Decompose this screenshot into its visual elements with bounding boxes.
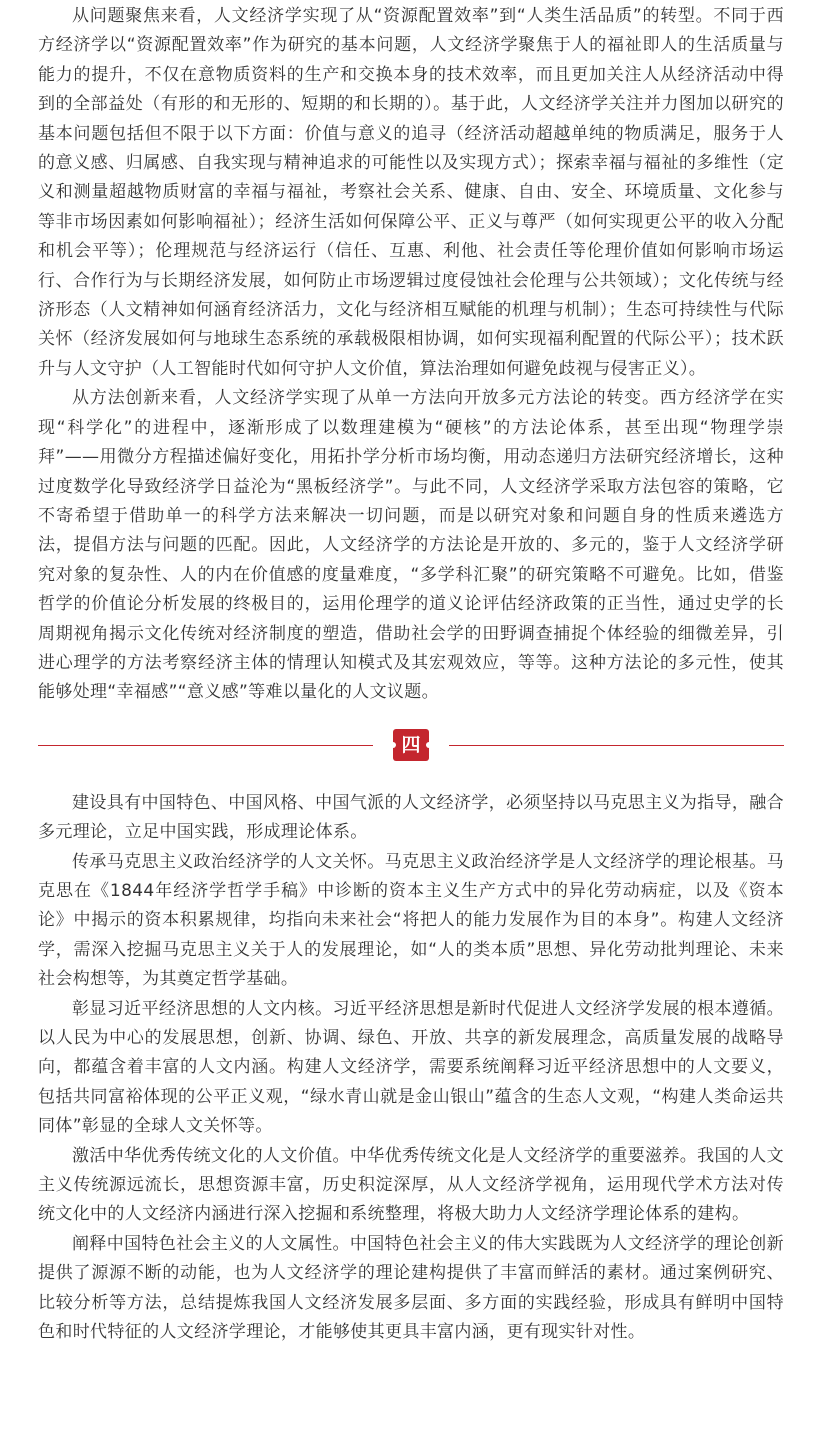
paragraph-problem-focus: 从问题聚焦来看，人文经济学实现了从“资源配置效率”到“人类生活品质”的转型。不同于西方经济学以“资源配置效率”作为研究的基本问题，人文经济学聚焦于人的福祉即人的生活质量与能力的提升，不仅在意物质资料的生产和交换本身的技术效率，而且更加关注人从经济活动中得到的全部益处（有形的和无形的、短期的和长期的）。基于此，人文经济学关注并力图加以研究的基本问题包括但不限于以下方面：价值与意义的追寻（经济活动超越单纯的物质满足，服务于人的意义感、归属感、自我实现与精神追求的可能性以及实现方式）；探索幸福与福祉的多维性（定义和测量超越物质财富的幸福与福祉，考察社会关系、健康、自由、安全、环境质量、文化参与等非市场因素如何影响福祉）；经济生活如何保障公平、正义与尊严（如何实现更公平的收入分配和机会平等）；伦理规范与经济运行（信任、互惠、利他、社会责任等伦理价值如何影响市场运行、合作行为与长期经济发展，如何防止市场逻辑过度侵蚀社会伦理与公共领域）；文化传统与经济形态（人文精神如何涵育经济活力，文化与经济相互赋能的机理与机制）；生态可持续性与代际关怀（经济发展如何与地球生态系统的承载极限相协调，如何实现福利配置的代际公平）；技术跃升与人文守护（人工智能时代如何守护人文价值，算法治理如何避免歧视与侵害正义）。 bbox=[38, 6, 784, 379]
section-number-badge bbox=[393, 729, 429, 761]
paragraph-marxism: 传承马克思主义政治经济学的人文关怀。马克思主义政治经济学是人文经济学的理论根基。马克思在《1844年经济学哲学手稿》中诊断的资本主义生产方式中的异化劳动病症，以及《资本论》中揭示的资本积累规律，均指向未来社会“将把人的能力发展作为目的本身”。构建人文经济学，需深入挖掘马克思主义关于人的发展理论，如“人的类本质”思想、异化劳动批判理论、未来社会构想等，为其奠定哲学基础。 bbox=[38, 851, 784, 990]
paragraph-intro: 建设具有中国特色、中国风格、中国气派的人文经济学，必须坚持以马克思主义为指导，融合多元理论，立足中国实践，形成理论体系。 bbox=[38, 792, 784, 843]
divider-line-left bbox=[38, 745, 373, 746]
divider-line-right bbox=[449, 745, 784, 746]
paragraph-traditional-culture: 激活中华优秀传统文化的人文价值。中华优秀传统文化是人文经济学的重要滋养。我国的人文主义传统源远流长，思想资源丰富，历史积淀深厚，从人文经济学视角，运用现代学术方法对传统文化中的人文经济内涵进行深入挖掘和系统整理，将极大助力人文经济学理论体系的建构。 bbox=[38, 1145, 784, 1225]
section-number-text: 四 bbox=[401, 733, 421, 756]
section-three-continued bbox=[38, 0, 784, 708]
paragraph-socialism: 阐释中国特色社会主义的人文属性。中国特色社会主义的伟大实践既为人文经济学的理论创新提供了源源不断的动能，也为人文经济学的理论建构提供了丰富而鲜活的素材。通过案例研究、比较分析等方法，总结提炼我国人文经济发展多层面、多方面的实践经验，形成具有鲜明中国特色和时代特征的人文经济学理论，才能够使其更具丰富内涵，更有现实针对性。 bbox=[38, 1233, 784, 1343]
article-body bbox=[38, 0, 784, 1347]
section-four bbox=[38, 789, 784, 1348]
section-divider bbox=[38, 729, 784, 763]
paragraph-xi-thought: 彰显习近平经济思想的人文内核。习近平经济思想是新时代促进人文经济学发展的根本遵循。以人民为中心的发展思想，创新、协调、绿色、开放、共享的新发展理念，高质量发展的战略导向，都蕴含着丰富的人文内涵。构建人文经济学，需要系统阐释习近平经济思想中的人文要义，包括共同富裕体现的公平正义观，“绿水青山就是金山银山”蕴含的生态人文观，“构建人类命运共同体”彰显的全球人文关怀等。 bbox=[38, 998, 784, 1137]
paragraph-method-innovation: 从方法创新来看，人文经济学实现了从单一方法向开放多元方法论的转变。西方经济学在实现“科学化”的进程中，逐渐形成了以数理建模为“硬核”的方法论体系，甚至出现“物理学崇拜”——用微分方程描述偏好变化，用拓扑学分析市场均衡，用动态递归方法研究经济增长，这种过度数学化导致经济学日益沦为“黑板经济学”。与此不同，人文经济学采取方法包容的策略，它不寄希望于借助单一的科学方法来解决一切问题，而是以研究对象和问题自身的性质来遴选方法，提倡方法与问题的匹配。因此，人文经济学的方法论是开放的、多元的，鉴于人文经济学研究对象的复杂性、人的内在价值感的度量难度，“多学科汇聚”的研究策略不可避免。比如，借鉴哲学的价值论分析发展的终极目的，运用伦理学的道义论评估经济政策的正当性，通过史学的长周期视角揭示文化传统对经济制度的塑造，借助社会学的田野调查捕捉个体经验的细微差异，引进心理学的方法考察经济主体的情理认知模式及其宏观效应，等等。这种方法论的多元性，使其能够处理“幸福感”“意义感”等难以量化的人文议题。 bbox=[38, 388, 784, 703]
